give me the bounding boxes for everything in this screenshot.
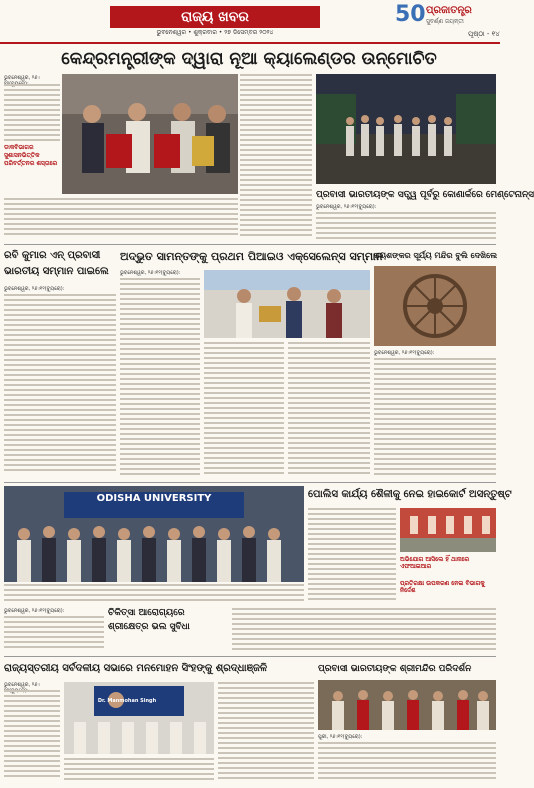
subhead-high-court-1: ଅଭିଯୋଗ ଆସିଲେ ହିଁ ଥାନାରେ ଏଫଆଇଆର — [400, 556, 470, 570]
photo-high-court — [400, 508, 496, 552]
text-block — [4, 198, 238, 238]
byline-tribute: ଭୁବନେଶ୍ୱର, ୨୬। — [4, 682, 40, 688]
photo-sun-temple — [374, 266, 496, 346]
text-column — [204, 342, 284, 478]
headline-calendar: କେନ୍ଦ୍ରମନ୍ତ୍ରୀଙ୍କ ଦ୍ୱାରା ନୂଆ କ୍ୟାଲେଣ୍ଡର ଉନ୍ମୋଚିତ — [61, 49, 437, 69]
divider — [4, 656, 496, 657]
byline-srimandir: ପୁରୀ, ୨୬।୧୨(ବ୍ୟୁରୋ): — [318, 734, 363, 740]
headline-high-court: ପୋଲିସ କାର୍ଯ୍ୟ ଶୈଳୀକୁ ନେଇ ହାଇକୋର୍ଟ ଅସନ୍ତୁଷ୍ଟ — [308, 489, 512, 500]
text-block — [316, 212, 496, 242]
headline-jaishankar: ଜୟଶଙ୍କର ସୂର୍ଯ୍ୟ ମନ୍ଦିର ବୁଲି ଦେଖିଲେ — [374, 251, 498, 260]
golden-jubilee-logo: 50 — [395, 2, 426, 27]
text-block — [232, 608, 496, 654]
headline-medical: ଚିକିତ୍ସା ଆରୋଗ୍ୟରେ ଶ୍ରୀକ୍ଷେତ୍ର ଭଲ ସୁବିଧା — [108, 608, 190, 632]
text-block — [64, 758, 214, 784]
logo-tagline: ସୁବର୍ଣ୍ଣ ଜୟନ୍ତୀ — [426, 18, 464, 25]
photo-calendar-release — [62, 74, 238, 194]
text-column — [4, 294, 116, 478]
byline-konark: ଭୁବନେଶ୍ୱର, ୨୬।୧୨(ବ୍ୟୁରୋ): — [316, 204, 377, 210]
page-number: ପୃଷ୍ଠା - ୧୪ — [468, 30, 500, 38]
text-column — [218, 682, 314, 784]
headline-samanta: ଅଦ୍ଭୁତ ସାମନ୍ତଙ୍କୁ ପ୍ରଥମ ପିଆଇଓ ଏକ୍ସେଲେନ୍ସ ସମ୍ମାନ — [120, 250, 384, 263]
headline-ravi-kumar: ରବି କୁମାର ଏନ୍ ପ୍ରବାସୀ ଭାରତୀୟ ସମ୍ମାନ ପାଇଲେ — [4, 250, 109, 277]
newspaper-name: ପ୍ରଜାତନ୍ତ୍ର — [426, 5, 472, 16]
photo-konark-evening — [316, 74, 496, 184]
text-column — [288, 342, 370, 478]
photo-srimandir-visit — [318, 680, 496, 730]
text-block — [318, 742, 496, 784]
divider — [4, 244, 496, 245]
text-column — [240, 74, 312, 240]
byline-calendar: ଭୁବନେଶ୍ୱର, ୨୬। — [4, 75, 40, 81]
subhead-high-court-2: ପ୍ରତିରକ୍ଷା ଉପକରଣ ନେଇ ବିଭାଗକୁ ନିର୍ଦ୍ଦେଶ — [400, 580, 485, 594]
banner-tribute: Dr. Manmohan Singh — [97, 698, 157, 704]
divider — [4, 482, 496, 483]
headline-srimandir: ପ୍ରବାସୀ ଭାରତୀୟଙ୍କ ଶ୍ରୀମନ୍ଦିର ପରିଦର୍ଶନ — [318, 664, 472, 674]
header-rule — [0, 42, 500, 44]
text-column — [120, 278, 200, 478]
byline-jaishankar: ଭୁବନେଶ୍ୱର, ୨୬।୧୨(ବ୍ୟୁରୋ): — [374, 350, 435, 356]
text-column — [308, 508, 396, 604]
byline-ravi-kumar: ଭୁବନେଶ୍ୱର, ୨୬।୧୨(ବ୍ୟୁରୋ): — [4, 286, 65, 292]
byline-medical: ଭୁବନେଶ୍ୱର, ୨୬।୧୨(ବ୍ୟୁରୋ): — [4, 608, 65, 614]
text-column — [4, 84, 60, 144]
photo-caption — [4, 584, 304, 604]
highlight-calendar: ଡାକବିଭାଗର ସୁଶାସନଭିତ୍ତିକ ପରିବର୍ତ୍ତନର ଶସ୍ତାରେ — [4, 144, 58, 167]
photo-award-ceremony — [204, 270, 370, 338]
photo-tribute-meeting — [64, 682, 214, 754]
headline-tribute: ରାଜ୍ୟସ୍ତରୀୟ ସର୍ବଦଳୀୟ ସଭାରେ ମନମୋହନ ସିଂହଙ୍କୁ ଶ୍ରଦ୍ଧାଞ୍ଜଳି — [4, 663, 268, 674]
text-column — [4, 616, 104, 652]
byline-samanta: ଭୁବନେଶ୍ୱର, ୨୬।୧୨(ବ୍ୟୁରୋ): — [120, 270, 181, 276]
dateline: ଭୁବନେଶ୍ୱର • ଶୁକ୍ରବାର • ୨୭ ଡିସେମ୍ବର ୨୦୨୪ — [156, 29, 274, 36]
section-title: ରାଜ୍ୟ ଖବର — [110, 6, 320, 28]
text-block — [374, 358, 496, 478]
headline-konark: ପ୍ରବାସୀ ଭାରତୀୟଙ୍କ ସତ୍ତ୍ୱ ପୂର୍ବରୁ କୋଣାର୍କରେ ମେଣ୍ଟେନାନ୍ସ — [316, 190, 534, 200]
text-column — [4, 690, 60, 784]
banner-odisha-university: ODISHA UNIVERSITY — [96, 493, 212, 504]
